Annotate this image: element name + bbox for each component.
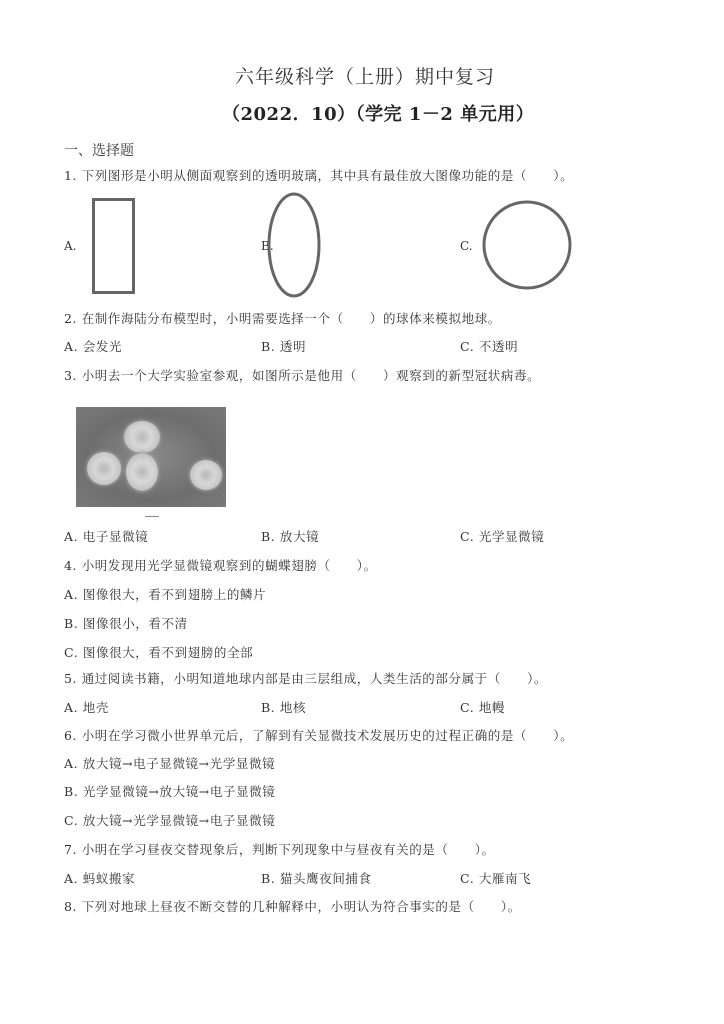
option-1a-label: A. <box>64 239 77 253</box>
question-4: 4. 小明发现用光学显微镜观察到的蝴蝶翅膀（ ）。 <box>64 558 377 573</box>
scale-bar <box>145 516 159 517</box>
option-1c-label: C. <box>460 239 473 253</box>
virus-particle <box>190 460 222 490</box>
question-3: 3. 小明去一个大学实验室参观，如图所示是他用（ ）观察到的新型冠状病毒。 <box>64 368 541 383</box>
virus-particle <box>87 452 121 485</box>
option-3a: A. 电子显微镜 <box>64 529 149 544</box>
rectangle-icon <box>90 196 138 296</box>
ellipse-icon <box>265 190 325 300</box>
document-subtitle: （2022．10）（学完 1－2 单元用） <box>222 104 535 125</box>
option-6b: B. 光学显微镜→放大镜→电子显微镜 <box>64 784 276 799</box>
virus-particle <box>126 453 158 491</box>
option-6a: A. 放大镜→电子显微镜→光学显微镜 <box>64 756 276 771</box>
virus-particle <box>124 421 160 453</box>
question-8: 8. 下列对地球上昼夜不断交替的几种解释中，小明认为符合事实的是（ ）。 <box>64 899 521 914</box>
option-7a: A. 蚂蚁搬家 <box>64 871 136 886</box>
option-2c: C. 不透明 <box>460 339 519 354</box>
question-2: 2. 在制作海陆分布模型时，小明需要选择一个（ ）的球体来模拟地球。 <box>64 311 501 326</box>
option-4b: B. 图像很小，看不清 <box>64 616 188 631</box>
question-5: 5. 通过阅读书籍，小明知道地球内部是由三层组成，人类生活的部分属于（ ）。 <box>64 671 548 686</box>
section-heading: 一、选择题 <box>64 143 134 159</box>
option-7b: B. 猫头鹰夜间捕食 <box>261 871 372 886</box>
option-3c: C. 光学显微镜 <box>460 529 545 544</box>
circle-icon <box>480 196 576 296</box>
option-7c: C. 大雁南飞 <box>460 871 532 886</box>
option-5c: C. 地幔 <box>460 700 506 715</box>
question-7: 7. 小明在学习昼夜交替现象后，判断下列现象中与昼夜有关的是（ ）。 <box>64 842 495 857</box>
coronavirus-micrograph <box>76 407 226 507</box>
document-title: 六年级科学（上册）期中复习 <box>235 66 496 88</box>
option-6c: C. 放大镜→光学显微镜→电子显微镜 <box>64 813 276 828</box>
option-4c: C. 图像很大，看不到翅膀的全部 <box>64 645 254 660</box>
option-5b: B. 地核 <box>261 700 307 715</box>
option-5a: A. 地壳 <box>64 700 109 715</box>
option-2b: B. 透明 <box>261 339 307 354</box>
question-1: 1. 下列图形是小明从侧面观察到的透明玻璃，其中具有最佳放大图像功能的是（ ）。 <box>64 168 574 183</box>
question-6: 6. 小明在学习微小世界单元后，了解到有关显微技术发展历史的过程正确的是（ ）。 <box>64 728 574 743</box>
option-4a: A. 图像很大，看不到翅膀上的鳞片 <box>64 587 267 602</box>
option-1b-label: B. <box>261 239 274 253</box>
option-2a: A. 会发光 <box>64 339 123 354</box>
option-3b: B. 放大镜 <box>261 529 320 544</box>
